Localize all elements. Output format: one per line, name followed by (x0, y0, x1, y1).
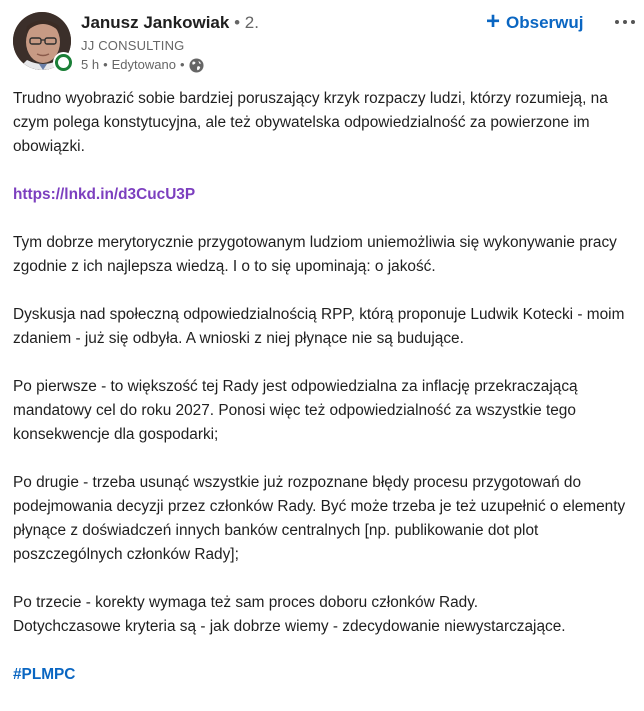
post-meta (81, 57, 204, 73)
plus-icon: + (486, 8, 501, 35)
more-options-button[interactable] (611, 12, 639, 32)
post-header (0, 0, 644, 80)
connection-degree: • 2. (229, 13, 259, 32)
post-time: 5 h (81, 57, 100, 72)
post-paragraph: Tym dobrze merytorycznie przygotowanym ludziom uniemożliwia się wykonywanie pracy zgodnie z ich najlepsza wiedzą. I o to się upominają: o jakość. (13, 234, 617, 275)
dot-icon (623, 20, 627, 24)
follow-button[interactable] (486, 9, 583, 37)
meta-separator: • (179, 57, 185, 72)
globe-icon (189, 58, 204, 73)
edited-label: Edytowano (111, 57, 176, 72)
post-paragraph: Trudno wyobrazić sobie bardziej poruszający krzyk rozpaczy ludzi, którzy rozumieją, na czym polega konstytucyjna, ale też obywatelska odpowiedzialność za powierzone im obowiązki. (13, 90, 608, 155)
hashtag-link[interactable]: #PLMPC (13, 666, 76, 683)
dot-icon (631, 20, 635, 24)
follow-label: Obserwuj (506, 13, 584, 32)
meta-separator: • (103, 57, 108, 72)
post-line: Dotychczasowe kryteria są - jak dobrze wiemy - zdecydowanie niewystarczające. (13, 618, 566, 635)
post-paragraph: Dyskusja nad społeczną odpowiedzialnością RPP, którą proponuje Ludwik Kotecki - moim zdaniem - już się odbyła. A wnioski z niej płynące nie są budujące. (13, 306, 625, 347)
post-link[interactable]: https://lnkd.in/d3CucU3P (13, 186, 196, 203)
author-name[interactable]: Janusz Jankowiak (81, 13, 230, 32)
post-line: Po trzecie - korekty wymaga też sam proces doboru członków Rady. (13, 594, 479, 611)
author-headline: JJ CONSULTING (81, 38, 185, 53)
post-paragraph: Po drugie - trzeba usunąć wszystkie już rozpoznane błędy procesu przygotowań do podejmowania decyzji przez członków Rady. Być może trzeba je też uzupełnić o elementy płynące z doświadczeń innych banków centralnych [np. publikowanie dot plot poszczególnych członków Rady]; (13, 474, 626, 563)
post-paragraph (13, 591, 638, 639)
post-paragraph: Po pierwsze - to większość tej Rady jest odpowiedzialna za inflację przekraczającą mandatowy cel do roku 2027. Ponosi więc też odpowiedzialność za wszystkie tego konsekwencje dla gospodarki; (13, 378, 578, 443)
post-body (13, 87, 638, 711)
online-status-indicator (55, 54, 72, 71)
author-name-row (81, 13, 259, 33)
dot-icon (615, 20, 619, 24)
